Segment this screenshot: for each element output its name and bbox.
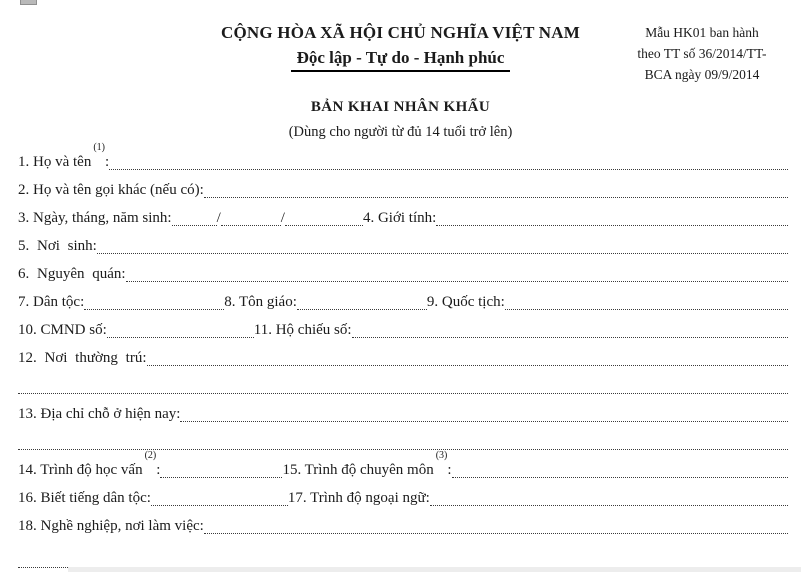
cut-off-element-bottom (68, 567, 801, 572)
field-label-religion: 8. Tôn giáo: (224, 294, 297, 310)
footnote-marker-1: (1) (93, 142, 105, 153)
field-label-native-place: 6. Nguyên quán: (18, 266, 126, 282)
dotted-field-native-place[interactable] (126, 260, 788, 282)
form-title: BẢN KHAI NHÂN KHẨU (310, 99, 491, 115)
dotted-field-current-address[interactable] (180, 400, 788, 422)
field-label-ethnic-language: 16. Biết tiếng dân tộc: (18, 490, 151, 506)
dotted-field-permanent-residence[interactable] (147, 344, 789, 366)
form-reference-line-1: Mẫu HK01 ban hành (645, 25, 759, 40)
form-row-birthdate-gender (18, 204, 788, 232)
form-row-native-place (18, 260, 788, 288)
form-reference-line-2: theo TT số 36/2014/TT- (637, 46, 767, 61)
form-row-idcard-passport (18, 316, 788, 344)
dotted-field-birth-year[interactable] (285, 204, 363, 226)
form-reference-line-3: BCA ngày 09/9/2014 (644, 67, 760, 82)
form-row-permanent-residence (18, 344, 788, 372)
footnote-marker-3: (3) (435, 450, 448, 461)
field-label-permanent-residence: 12. Nơi thường trú: (18, 350, 147, 366)
dotted-field-occupation-cont[interactable] (18, 546, 788, 568)
form-reference (607, 22, 797, 85)
dotted-field-birthplace[interactable] (97, 232, 788, 254)
field-colon: : (105, 154, 110, 170)
dotted-field-birth-month[interactable] (221, 204, 281, 226)
national-motto-line-1: CỘNG HÒA XÃ HỘI CHỦ NGHĨA VIỆT NAM (221, 23, 580, 42)
form-row-continuation (18, 428, 788, 456)
field-label-othername: 2. Họ và tên gọi khác (nếu có): (18, 182, 204, 198)
field-label-nationality: 9. Quốc tịch: (426, 294, 505, 310)
dotted-field-qualification[interactable] (452, 456, 788, 478)
field-label-education: 14. Trình độ học vấn (18, 462, 143, 478)
dotted-field-passport[interactable] (352, 316, 788, 338)
form-row-birthplace (18, 232, 788, 260)
dotted-field-gender[interactable] (436, 204, 788, 226)
form-row-continuation (18, 372, 788, 400)
dotted-field-foreign-language[interactable] (430, 484, 788, 506)
dotted-field-ethnic-language[interactable] (151, 484, 288, 506)
form-row-ethnic-language-foreign-language (18, 484, 788, 512)
dotted-field-current-address-cont[interactable] (18, 428, 788, 450)
dotted-field-fullname[interactable] (109, 148, 788, 170)
form-row-ethnicity-religion-nationality (18, 288, 788, 316)
field-label-occupation: 18. Nghề nghiệp, nơi làm việc: (18, 518, 204, 534)
field-label-passport: 11. Hộ chiếu số: (253, 322, 352, 338)
form-body (18, 142, 788, 574)
field-label-birthdate: 3. Ngày, tháng, năm sinh: (18, 210, 172, 226)
field-colon: : (447, 462, 452, 478)
form-row-othername (18, 176, 788, 204)
field-label-idcard: 10. CMND số: (18, 322, 107, 338)
dotted-field-ethnicity[interactable] (84, 288, 224, 310)
field-label-gender: 4. Giới tính: (362, 210, 437, 226)
form-row-occupation (18, 512, 788, 540)
dotted-field-birth-day[interactable] (172, 204, 217, 226)
dotted-field-permanent-residence-cont[interactable] (18, 372, 788, 394)
dotted-field-nationality[interactable] (505, 288, 788, 310)
form-subtitle: (Dùng cho người từ đủ 14 tuổi trở lên) (288, 124, 513, 140)
field-label-birthplace: 5. Nơi sinh: (18, 238, 97, 254)
cut-off-element-top (20, 0, 37, 5)
form-row-fullname (18, 142, 788, 176)
dotted-field-religion[interactable] (297, 288, 427, 310)
dotted-field-education[interactable] (160, 456, 282, 478)
slash-separator: / (280, 210, 285, 226)
field-colon: : (156, 462, 161, 478)
form-row-education-qualification (18, 450, 788, 484)
form-row-current-address (18, 400, 788, 428)
field-label-foreign-language: 17. Trình độ ngoại ngữ: (287, 490, 430, 506)
slash-separator: / (216, 210, 221, 226)
field-label-current-address: 13. Địa chỉ chỗ ở hiện nay: (18, 406, 181, 422)
field-label-qualification: 15. Trình độ chuyên môn (282, 462, 434, 478)
field-label-ethnicity: 7. Dân tộc: (18, 294, 85, 310)
national-motto-line-2: Độc lập - Tự do - Hạnh phúc (0, 47, 801, 72)
dotted-field-idcard[interactable] (107, 316, 254, 338)
footnote-marker-2: (2) (144, 450, 157, 461)
field-label-fullname: 1. Họ và tên (18, 154, 92, 170)
dotted-field-occupation[interactable] (204, 512, 788, 534)
dotted-field-othername[interactable] (204, 176, 788, 198)
